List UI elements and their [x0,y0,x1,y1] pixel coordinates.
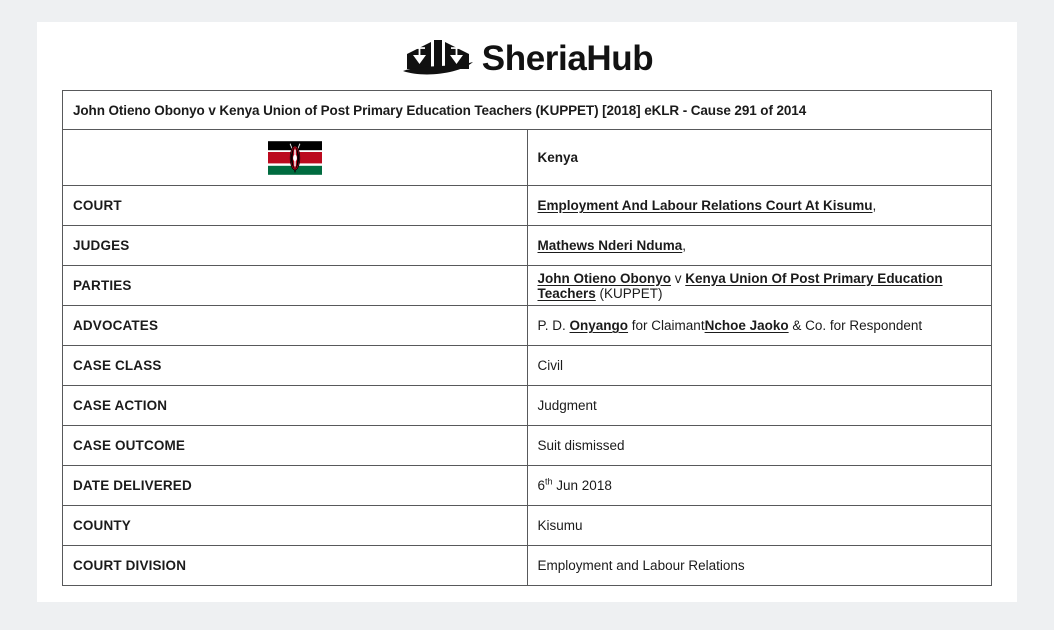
scales-of-justice-icon [401,38,482,78]
value-link[interactable]: Mathews Nderi Nduma [537,238,683,253]
page-title: John Otieno Obonyo v Kenya Union of Post Primary Education Teachers (KUPPET) [2018] eKLR - Cause 291 of 2014 [63,91,992,130]
row-label: CASE ACTION [63,386,528,426]
row-label: ADVOCATES [63,306,528,346]
value-text: P. D. [537,318,570,333]
value-text: , [872,198,877,213]
row-label: COURT DIVISION [63,546,528,586]
value-text: Judgment [537,398,597,413]
table-row [63,306,992,346]
row-value [527,426,992,466]
site-header [37,22,1017,80]
ordinal-suffix: th [545,476,553,487]
row-value [527,466,992,506]
table-row [63,546,992,586]
value-text: Jun 2018 [552,478,612,493]
row-label: PARTIES [63,266,528,306]
value-link[interactable]: John Otieno Obonyo [537,270,671,286]
value-text: Employment and Labour Relations [537,558,745,573]
value-text: v [671,270,686,286]
value-text: Civil [537,358,563,373]
brand-name: SheriaHub [481,38,654,78]
row-value [527,266,992,306]
value-text: Kisumu [537,518,583,533]
table-row [63,186,992,226]
value-link[interactable]: Nchoe Jaoko [704,318,789,333]
table-row [63,346,992,386]
table-row [63,226,992,266]
table-row [63,266,992,306]
row-label: CASE CLASS [63,346,528,386]
value-text: Suit dismissed [537,438,625,453]
row-label: JUDGES [63,226,528,266]
value-link[interactable]: Employment And Labour Relations Court At Kisumu [537,198,873,213]
row-value [527,306,992,346]
document-card [37,22,1017,602]
table-row [63,426,992,466]
case-title-row [63,91,992,130]
row-label: COUNTY [63,506,528,546]
value-text: for Claimant [628,318,705,333]
row-value [527,506,992,546]
row-label: DATE DELIVERED [63,466,528,506]
country-row [63,130,992,186]
value-text: , [682,238,687,253]
row-value [527,546,992,586]
value-text: 6 [537,478,546,493]
country-name: Kenya [527,130,992,186]
row-value [527,386,992,426]
country-flag-cell [63,130,528,186]
table-row [63,506,992,546]
value-link[interactable]: Kenya Union Of Post Primary Education Teachers [537,270,943,301]
case-details-table [62,90,992,586]
row-value [527,226,992,266]
kenya-flag-icon [268,149,322,164]
table-row [63,466,992,506]
row-label: CASE OUTCOME [63,426,528,466]
value-link[interactable]: Onyango [569,318,629,333]
row-value [527,186,992,226]
value-text: (KUPPET) [595,285,663,301]
row-label: COURT [63,186,528,226]
table-row [63,386,992,426]
case-details-table-body [63,91,992,586]
row-value [527,346,992,386]
value-text: & Co. for Respondent [788,318,923,333]
